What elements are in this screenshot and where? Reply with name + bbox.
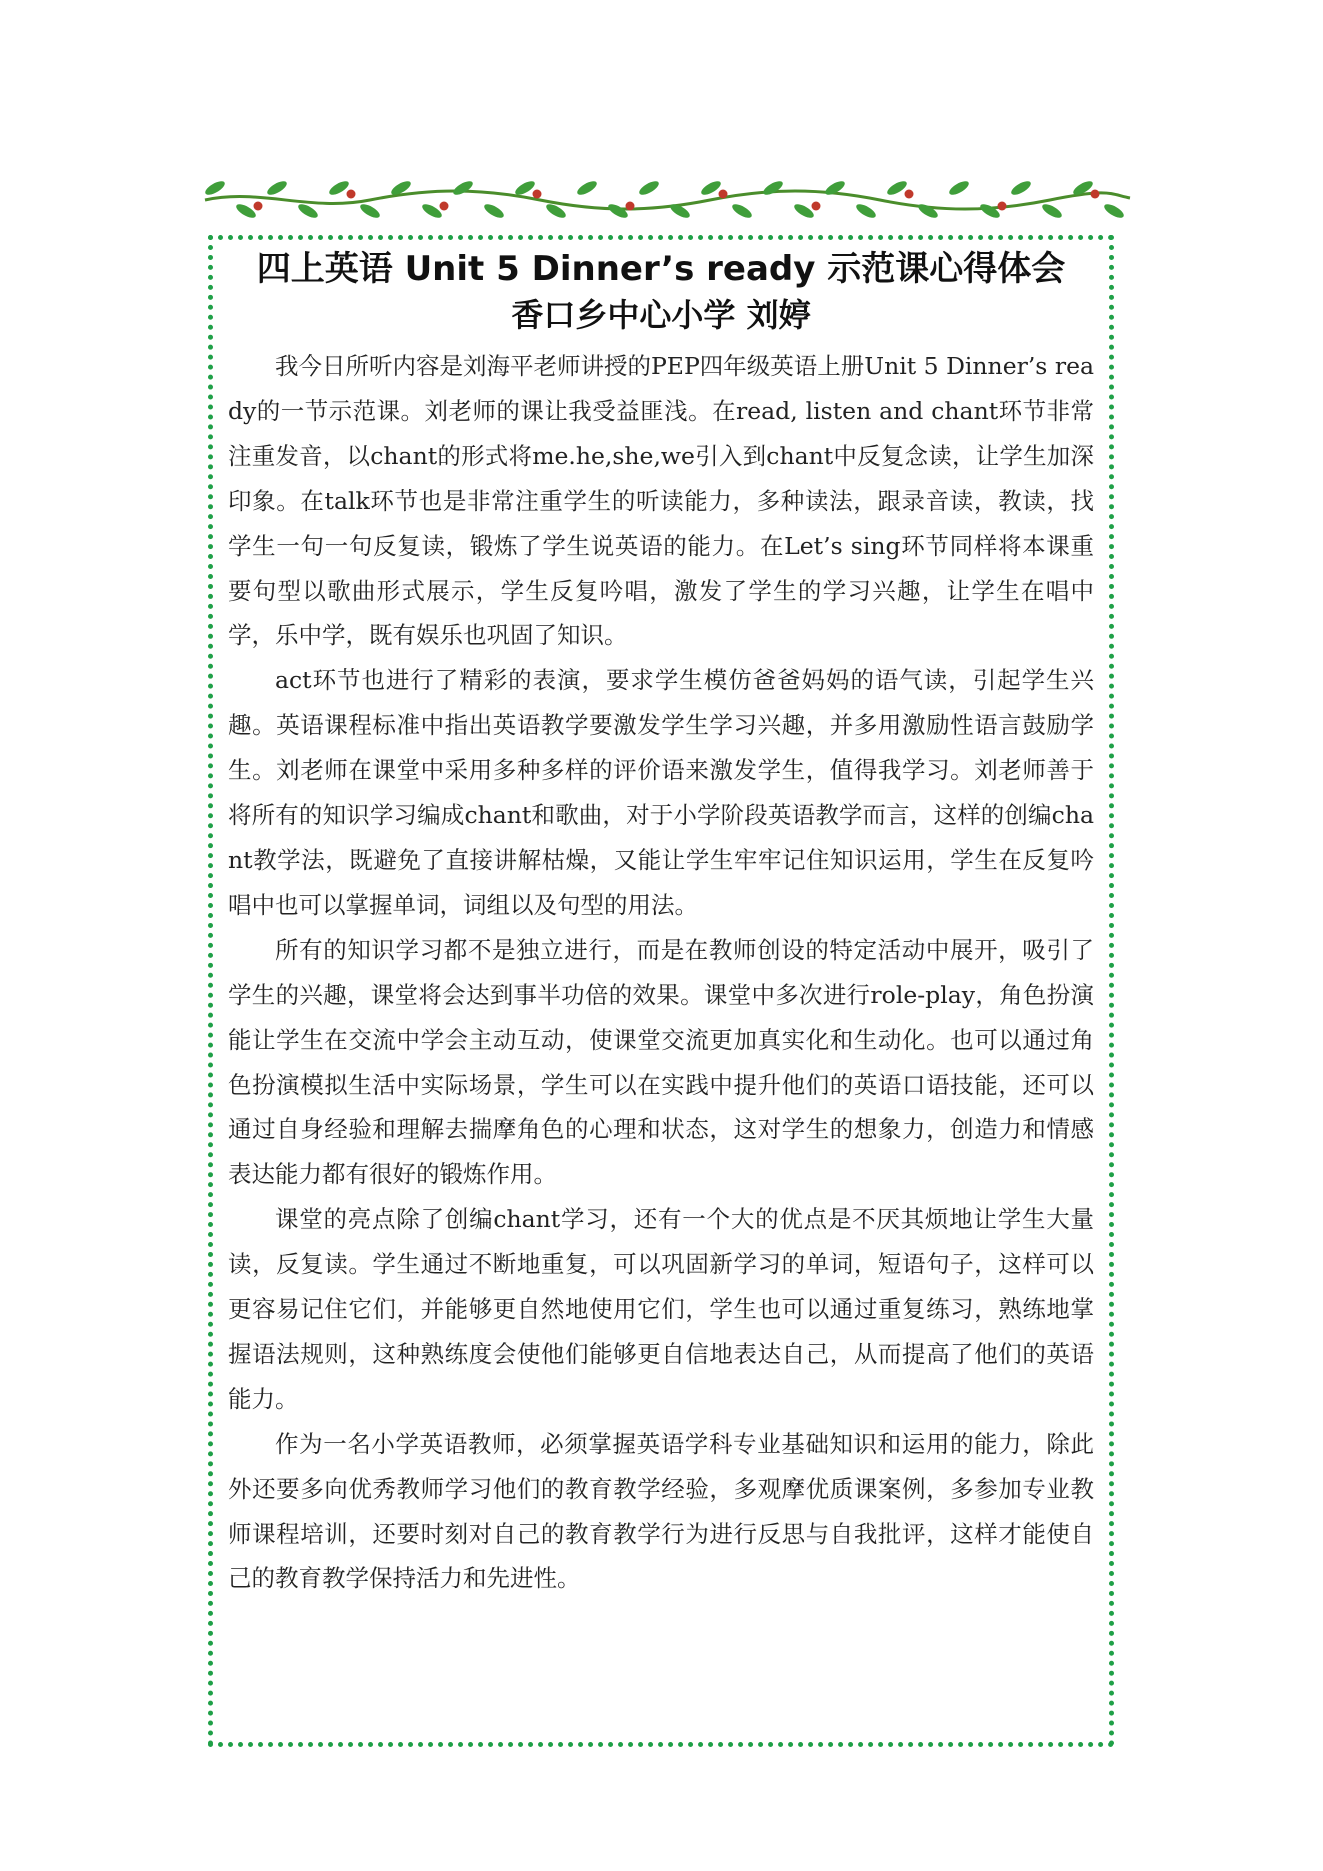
author-line: 香口乡中心小学 刘婷 xyxy=(511,296,811,334)
leaf-icon xyxy=(265,179,289,198)
paragraph-5: 作为一名小学英语教师，必须掌握英语学科专业基础知识和运用的能力，除此外还要多向优秀教师学习他们的教育教学经验，多观摩优质课案例，多参加专业教师课程培训，还要时刻对自己的教育教学行为进行反思与自我批评，这样才能使自己的教育教学保持活力和先进性。 xyxy=(228,1429,1094,1593)
paragraph-1: 我今日所听内容是刘海平老师讲授的PEP四年级英语上册Unit 5 Dinner’s ready的一节示范课。刘老师的课让我受益匪浅。在read, listen and chant环节非常注重发音，以chant的形式将me.he,she,we引入到chant中反复念读，让学生加深印象。在talk环节也是非常注重学生的听读能力，多种读法，跟录音读，教读，找学生一句一句反复读，锻炼了学生说英语的能力。在Let’s sing环节同样将本课重要句型以歌曲形式展示，学生反复吟唱，激发了学生的学习兴趣，让学生在唱中学，乐中学，既有娱乐也巩固了知识。 xyxy=(228,352,1094,650)
leaf-icon xyxy=(451,179,475,198)
leaf-icon xyxy=(296,202,320,221)
article xyxy=(228,246,1094,1601)
leaf-icon xyxy=(761,179,785,198)
paragraph-4: 课堂的亮点除了创编chant学习，还有一个大的优点是不厌其烦地让学生大量读，反复读。学生通过不断地重复，可以巩固新学习的单词，短语句子，这样可以更容易记住它们，并能够更自然地使用它们，学生也可以通过重复练习，熟练地掌握语法规则，这种熟练度会使他们能够更自信地表达自己，从而提高了他们的英语能力。 xyxy=(228,1205,1094,1413)
paragraph-2: act环节也进行了精彩的表演，要求学生模仿爸爸妈妈的语气读，引起学生兴趣。英语课程标准中指出英语教学要激发学生学习兴趣，并多用激励性语言鼓励学生。刘老师在课堂中采用多种多样的评价语来激发学生，值得我学习。刘老师善于将所有的知识学习编成chant和歌曲，对于小学阶段英语教学而言，这样的创编chant教学法，既避免了直接讲解枯燥，又能让学生牢牢记住知识运用，学生在反复吟唱中也可以掌握单词，词组以及句型的用法。 xyxy=(228,666,1094,919)
leaf-icon xyxy=(575,179,599,198)
leaf-icon xyxy=(203,179,227,198)
leaf-icon xyxy=(947,179,971,198)
flower-icon xyxy=(347,190,356,199)
paragraph-3: 所有的知识学习都不是独立进行，而是在教师创设的特定活动中展开，吸引了学生的兴趣，课堂将会达到事半功倍的效果。课堂中多次进行role-play，角色扮演能让学生在交流中学会主动互动，使课堂交流更加真实化和生动化。也可以通过角色扮演模拟生活中实际场景，学生可以在实践中提升他们的英语口语技能，还可以通过自身经验和理解去揣摩角色的心理和状态，这对学生的想象力，创造力和情感表达能力都有很好的锻炼作用。 xyxy=(228,935,1094,1189)
flower-icon xyxy=(905,190,914,199)
leaf-icon xyxy=(916,202,940,221)
leaf-icon xyxy=(854,202,878,221)
article-title: 四上英语 Unit 5 Dinner’s ready 示范课心得体会 xyxy=(256,249,1066,289)
leaf-icon xyxy=(1102,202,1126,221)
flower-icon xyxy=(998,202,1007,211)
leaf-icon xyxy=(637,179,661,198)
leaf-icon xyxy=(482,202,506,221)
flower-icon xyxy=(254,202,263,211)
flower-icon xyxy=(1091,190,1100,199)
flower-icon xyxy=(812,202,821,211)
leaf-icon xyxy=(1009,179,1033,198)
vine-border-icon xyxy=(200,168,1135,228)
flower-icon xyxy=(719,190,728,199)
leaf-icon xyxy=(1040,202,1064,221)
flower-icon xyxy=(626,202,635,211)
leaf-icon xyxy=(358,202,382,221)
flower-icon xyxy=(533,190,542,199)
leaf-icon xyxy=(730,202,754,221)
flower-icon xyxy=(440,202,449,211)
